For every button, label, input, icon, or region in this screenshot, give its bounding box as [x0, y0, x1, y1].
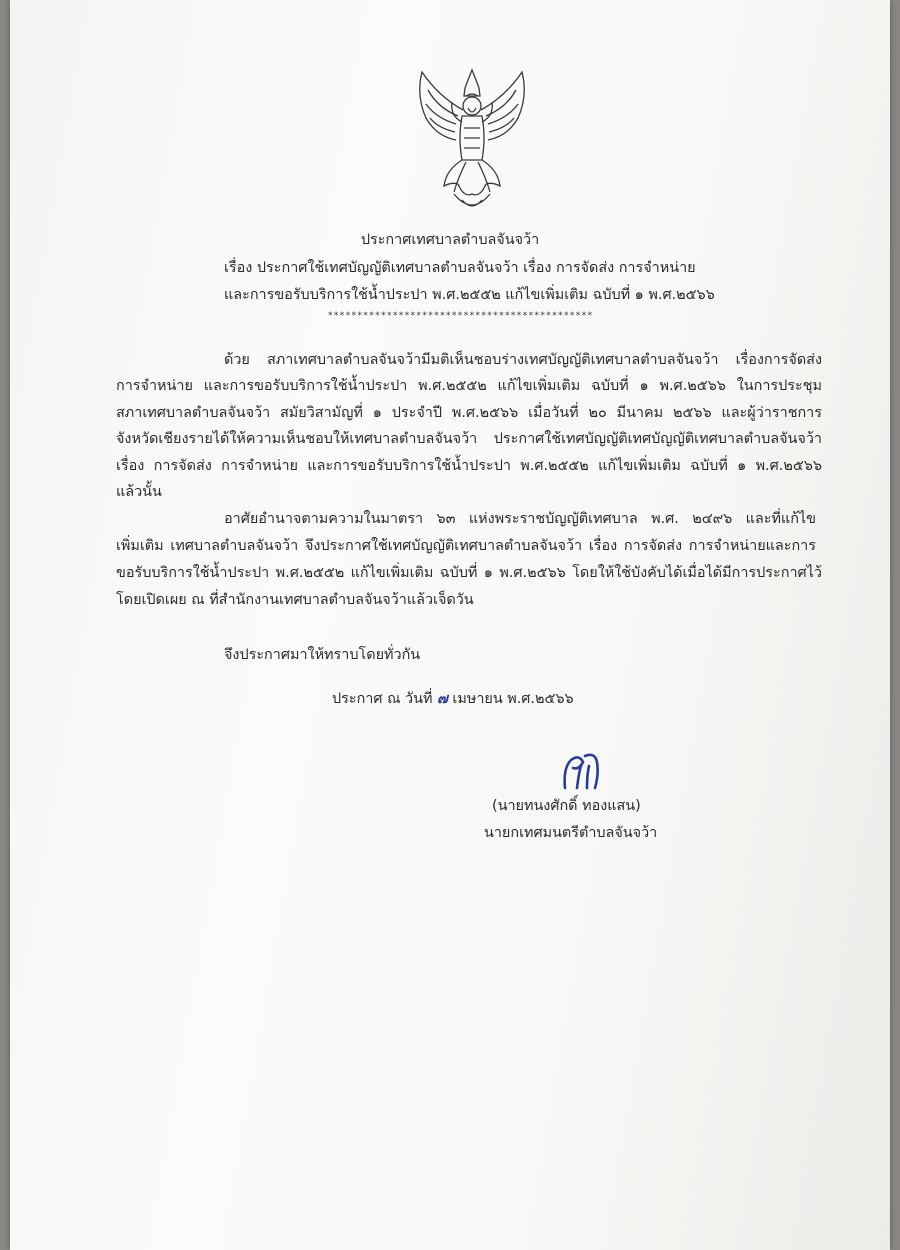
- para2-line-4: โดยเปิดเผย ณ ที่สำนักงานเทศบาลตำบลจันจว้าแล้วเจ็ดวัน: [116, 592, 474, 608]
- signatory-name: (นายทนงศักดิ์ ทองแสน): [492, 798, 641, 814]
- para1-line-1: ด้วย สภาเทศบาลตำบลจันจว้ามีมติเห็นชอบร่างเทศบัญญัติเทศบาลตำบลจันจว้า เรื่องการจัดส่ง: [224, 352, 822, 368]
- para1-line-6: แล้วนั้น: [116, 484, 162, 500]
- para2-line-2: เพิ่มเติม เทศบาลตำบลจันจว้า จึงประกาศใช้เทศบัญญัติเทศบาลตำบลจันจว้า เรื่อง การจัดส่ง การจำหน่ายและการ: [116, 538, 816, 554]
- date-day-handwritten: ๗: [437, 691, 448, 707]
- signatory-position: นายกเทศมนตรีตำบลจันจว้า: [484, 825, 658, 841]
- handwritten-signature-icon: [555, 748, 607, 792]
- subject-line-1: เรื่อง ประกาศใช้เทศบัญญัติเทศบาลตำบลจันจว้า เรื่อง การจัดส่ง การจำหน่าย: [224, 260, 696, 276]
- para1-line-5: เรื่อง การจัดส่ง การจำหน่าย และการขอรับบริการใช้น้ำประปา พ.ศ.๒๕๕๒ แก้ไขเพิ่มเติม ฉบับที่ ๑ พ.ศ.๒๕๖๖: [116, 458, 822, 474]
- document-page: [10, 0, 890, 1250]
- subject-line-2: และการขอรับบริการใช้น้ำประปา พ.ศ.๒๕๕๒ แก้ไขเพิ่มเติม ฉบับที่ ๑ พ.ศ.๒๕๖๖: [224, 287, 715, 303]
- date-suffix: เมษายน พ.ศ.๒๕๖๖: [452, 691, 574, 707]
- closing-statement: จึงประกาศมาให้ทราบโดยทั่วกัน: [224, 647, 421, 663]
- garuda-emblem-icon: [408, 66, 536, 218]
- para1-line-2: การจำหน่าย และการขอรับบริการใช้น้ำประปา พ.ศ.๒๕๕๒ แก้ไขเพิ่มเติม ฉบับที่ ๑ พ.ศ.๒๕๖๖ ในการประชุม: [116, 378, 822, 394]
- para1-line-3: สภาเทศบาลตำบลจันจว้า สมัยวิสามัญที่ ๑ ประจำปี พ.ศ.๒๕๖๖ เมื่อวันที่ ๒๐ มีนาคม ๒๕๖๖ และผู้ว่าราชการ: [116, 405, 822, 421]
- para2-line-1: อาศัยอำนาจตามความในมาตรา ๖๓ แห่งพระราชบัญญัติเทศบาล พ.ศ. ๒๔๙๖ และที่แก้ไข: [224, 511, 816, 527]
- para2-line-3: ขอรับบริการใช้น้ำประปา พ.ศ.๒๕๕๒ แก้ไขเพิ่มเติม ฉบับที่ ๑ พ.ศ.๒๕๖๖ โดยให้ใช้บังคับได้เมื่อได้มีการประกาศไว้: [116, 565, 822, 581]
- date-prefix: ประกาศ ณ วันที่: [332, 691, 433, 707]
- announcement-title: ประกาศเทศบาลตำบลจันจว้า: [360, 232, 540, 248]
- separator: *********************************************: [328, 311, 594, 321]
- para1-line-4: จังหวัดเชียงรายได้ให้ความเห็นชอบให้เทศบาลตำบลจันจว้า ประกาศใช้เทศบัญญัติเทศบัญญัติเทศบาลตำบลจันจว้า: [116, 431, 822, 447]
- announcement-date: [332, 689, 574, 709]
